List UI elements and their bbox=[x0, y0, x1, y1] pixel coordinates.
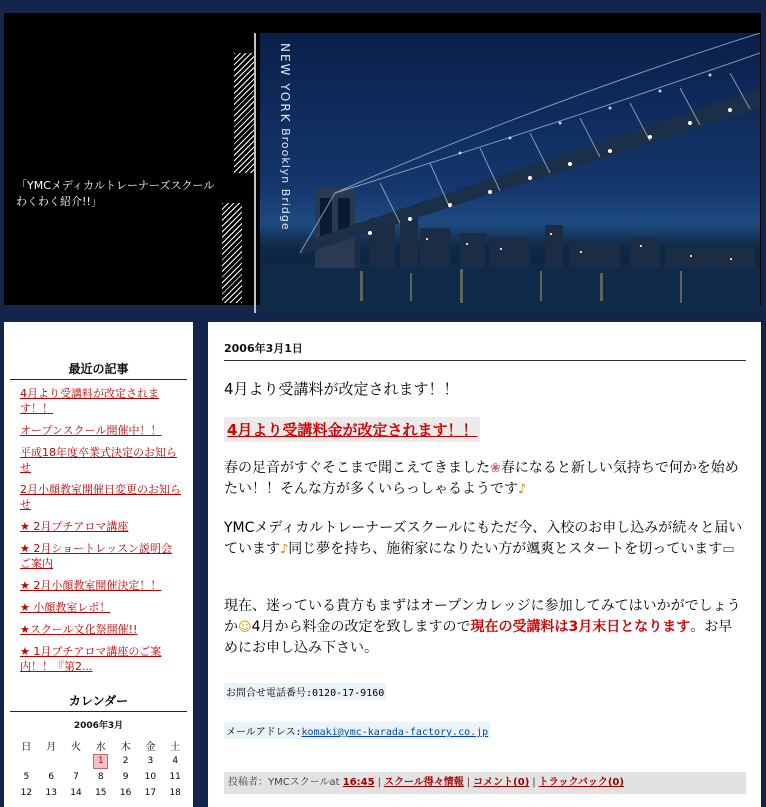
book-icon: ▭ bbox=[722, 542, 735, 557]
calendar-weekday: 日 bbox=[21, 741, 32, 753]
post-text: 。お早めにお申し込み下さい。 bbox=[224, 619, 733, 656]
category-link[interactable]: スクール得々情報 bbox=[383, 777, 464, 788]
calendar-weekday: 木 bbox=[120, 741, 131, 753]
post-paragraph bbox=[224, 596, 744, 659]
calendar-day: 15 bbox=[95, 788, 107, 798]
post-paragraph bbox=[224, 458, 744, 500]
contact-phone: お問合せ電話番号:0120-17-9160 bbox=[224, 683, 386, 700]
decorative-stripes bbox=[222, 203, 242, 303]
calendar-day: 14 bbox=[70, 788, 82, 798]
post-text: YMCメディカルトレーナーズスクールにもただ今、入校のお申し込みが続々と届いています bbox=[224, 520, 743, 557]
recent-post-link[interactable]: ★ 2月ショートレッスン説明会ご案内 bbox=[20, 542, 173, 570]
sidebar bbox=[4, 322, 193, 807]
post-text: 4月から料金の改定を致しますので bbox=[251, 619, 471, 635]
recent-post-link[interactable]: ★ 2月小顔教室開催決定！！ bbox=[20, 579, 162, 592]
recent-post-link[interactable]: ★ 1月プチアロマ講座のご案内！！『第2... bbox=[20, 645, 162, 673]
recent-post-link[interactable]: 4月より受講料が改定されます！！ bbox=[20, 387, 159, 415]
photo-caption bbox=[278, 43, 292, 231]
calendar-day bbox=[39, 753, 64, 769]
calendar-day: 18 bbox=[169, 788, 181, 798]
calendar-weekday: 月 bbox=[46, 741, 57, 753]
calendar-day: 5 bbox=[23, 772, 30, 782]
calendar-day: 13 bbox=[45, 788, 57, 798]
divider bbox=[254, 33, 256, 313]
post-title: 4月より受講料が改定されます！！ bbox=[224, 380, 459, 398]
site-title[interactable]: 「YMCメディカルトレーナーズスクールわくわく紹介!!」 bbox=[16, 179, 215, 208]
calendar-day: 11 bbox=[169, 772, 181, 782]
recent-post-link[interactable]: 平成18年度卒業式決定のお知らせ bbox=[20, 446, 177, 474]
calendar-day: 8 bbox=[97, 772, 104, 782]
calendar-day-today[interactable] bbox=[88, 753, 113, 769]
post-text: 春になると新しい気持ちで何かを始めたい！！そんな方が多くいらっしゃるようです bbox=[224, 460, 739, 497]
smile-icon: ☺ bbox=[238, 620, 252, 635]
brooklyn-bridge-photo bbox=[260, 33, 760, 313]
calendar-day: 12 bbox=[20, 788, 33, 798]
post-footer bbox=[224, 772, 746, 794]
calendar-day: 3 bbox=[147, 756, 154, 766]
calendar-day: 6 bbox=[48, 772, 55, 782]
blog-header bbox=[0, 0, 766, 318]
trackback-link[interactable]: トラックバック(0) bbox=[538, 777, 624, 788]
recent-posts-list bbox=[4, 386, 193, 674]
email-label: メールアドレス: bbox=[226, 727, 302, 738]
main-content bbox=[208, 322, 761, 807]
recent-post-link[interactable]: ★ 小顔教室レポ！ bbox=[20, 601, 111, 614]
recent-post-link[interactable]: ★ 2月プチアロマ講座 bbox=[20, 520, 129, 533]
post-text: 春の足音がすぐそこまで聞こえてきました bbox=[224, 460, 490, 476]
calendar-day-today-label[interactable]: 1 bbox=[93, 754, 108, 769]
calendar-day: 9 bbox=[122, 772, 129, 782]
calendar-day: 2 bbox=[122, 756, 129, 766]
separator: | bbox=[377, 777, 381, 788]
music-note-icon: ♪ bbox=[518, 482, 527, 497]
calendar-month: 2006年3月 bbox=[73, 721, 124, 731]
recent-post-link[interactable]: オープンスクール開催中！！ bbox=[20, 424, 162, 437]
contact-email bbox=[224, 722, 490, 739]
decorative-stripes bbox=[234, 53, 254, 173]
calendar-day bbox=[64, 753, 89, 769]
post-text: 同じ夢を持ち、施術家になりたい方が颯爽とスタートを切っています bbox=[288, 541, 723, 557]
flower-icon: ❀ bbox=[490, 461, 501, 476]
header-banner bbox=[4, 13, 761, 305]
calendar-weekday: 土 bbox=[170, 741, 181, 753]
photo-caption-city: NEW YORK bbox=[278, 43, 292, 124]
post-date: 2006年3月1日 bbox=[224, 342, 303, 355]
post-paragraph bbox=[224, 518, 744, 560]
post-emphasis: 現在の受講料は3月末日となります bbox=[470, 619, 691, 635]
permalink-time[interactable]: 16:45 bbox=[342, 777, 375, 788]
calendar-day: 10 bbox=[144, 772, 157, 782]
recent-posts-heading: 最近の記事 bbox=[10, 356, 187, 380]
calendar bbox=[14, 737, 188, 801]
post-heading: 4月より受講料金が改定されます！！ bbox=[224, 417, 480, 442]
calendar-weekday: 金 bbox=[145, 741, 156, 753]
separator: | bbox=[532, 777, 536, 788]
calendar-weekday: 水 bbox=[95, 741, 106, 753]
posted-by: 投稿者：YMCスクールat bbox=[228, 777, 340, 788]
calendar-day: 7 bbox=[73, 772, 79, 782]
calendar-day bbox=[14, 753, 39, 769]
calendar-day: 4 bbox=[172, 756, 179, 766]
divider bbox=[224, 360, 746, 361]
post-text: 現在、迷っている貴方もまずはオープンカレッジに参加してみてはいかがでしょうか bbox=[224, 598, 741, 635]
recent-post-link[interactable]: ★スクール文化祭開催!! bbox=[20, 623, 138, 636]
calendar-weekday: 火 bbox=[70, 741, 81, 753]
email-link[interactable]: komaki@ymc-karada-factory.co.jp bbox=[301, 727, 489, 738]
music-note-icon: ♪ bbox=[280, 542, 289, 557]
recent-post-link[interactable]: 2月小顔教室開催日変更のお知らせ bbox=[20, 483, 181, 511]
calendar-day: 16 bbox=[119, 788, 132, 798]
separator: | bbox=[466, 777, 471, 788]
photo-caption-place: Brooklyn Bridge bbox=[279, 128, 292, 231]
calendar-heading: カレンダー bbox=[10, 688, 187, 712]
calendar-day: 17 bbox=[144, 788, 157, 798]
comments-link[interactable]: コメント(0) bbox=[473, 777, 530, 788]
